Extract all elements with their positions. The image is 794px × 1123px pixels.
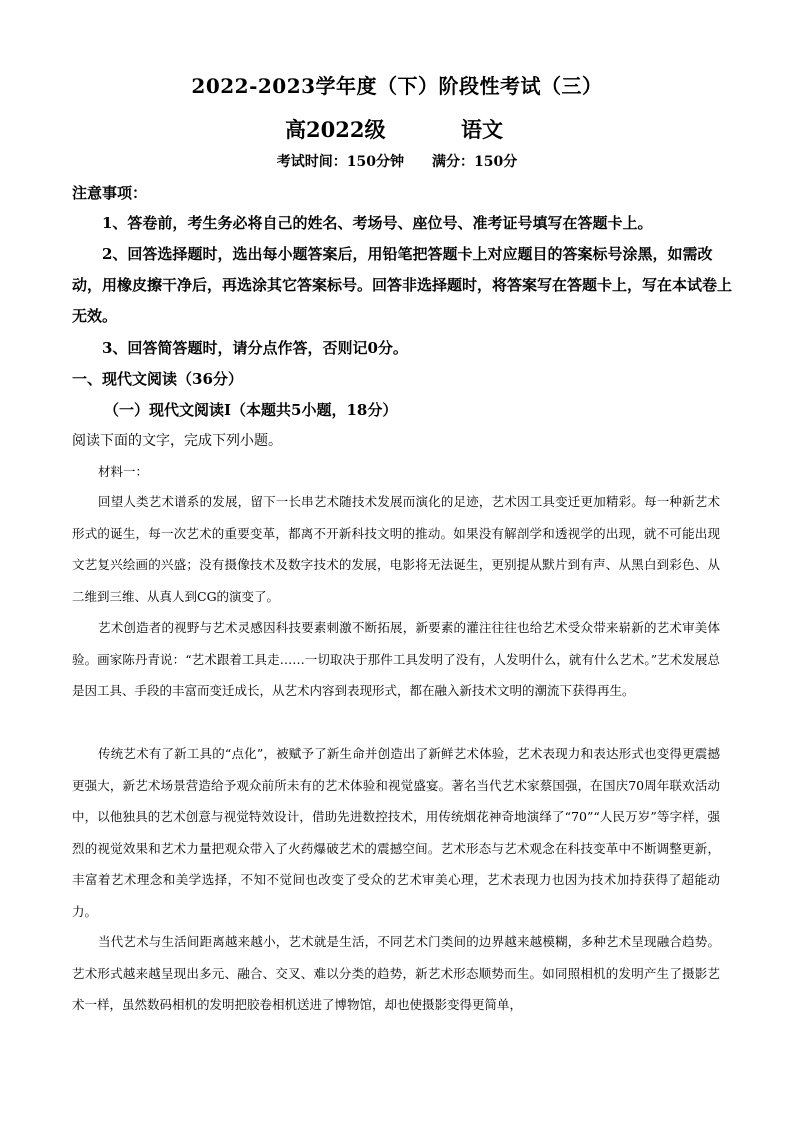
exam-time: 考试时间：150分钟 [276, 154, 404, 170]
exam-title: 2022-2023学年度（下）阶段性考试（三） [191, 74, 603, 98]
material-label: 材料一： [98, 464, 149, 479]
passage-paragraph-4: 当代艺术与生活间距离越来越小，艺术就是生活，不同艺术门类间的边界越来越模糊，多种艺术呈现融合趋势。艺术形式越来越呈现出多元、融合、交叉、难以分类的趋势，新艺术形态顺势而生。如同照相机的发明产生了摄影艺术一样，虽然数码相机的发明把胶卷相机送进了博物馆，却也使摄影变得更简单， [72, 934, 720, 1012]
passage-paragraph-1: 回望人类艺术谱系的发展，留下一长串艺术随技术发展而演化的足迹，艺术因工具变迁更加精彩。每一种新艺术形式的诞生，每一次艺术的重要变革，都离不开新科技文明的推动。如果没有解剖学和透视学的出现，就不可能出现文艺复兴绘画的兴盛；没有摄像技术及数字技术的发展，电影将无法诞生，更别提从默片到有声、从黑白到彩色、从二维到三维、从真人到CG的演变了。 [72, 494, 720, 604]
full-score: 满分：150分 [432, 154, 518, 170]
notice-item-1: 1、答卷前，考生务必将自己的姓名、考场号、座位号、准考证号填写在答题卡上。 [102, 214, 653, 232]
notice-item-3: 3、回答简答题时，请分点作答，否则记0分。 [102, 339, 408, 357]
section-heading: 一、现代文阅读（36分） [72, 370, 243, 388]
subsection-heading: （一）现代文阅读Ⅰ（本题共5小题，18分） [104, 401, 398, 419]
passage-paragraph-3: 传统艺术有了新工具的“点化”，被赋予了新生命并创造出了新鲜艺术体验，艺术表现力和表达形式也变得更震撼更强大，新艺术场景营造给予观众前所未有的艺术体验和视觉盛宴。著名当代艺术家蔡国强，在国庆70周年联欢活动中，以他独具的艺术创意与视觉特效设计，借助先进数控技术，用传统烟花神奇地演绎了“70”“人民万岁”等字样，强烈的视觉效果和艺术力量把观众带入了火药爆破艺术的震撼空间。艺术形态与艺术观念在科技变革中不断调整更新，丰富着艺术理念和美学选择，不知不觉间也改变了受众的艺术审美心理，艺术表现力也因为技术加持获得了超能动力。 [72, 746, 720, 919]
passage-paragraph-2: 艺术创造者的视野与艺术灵感因科技要素刺激不断拓展，新要素的灌注往往也给艺术受众带来崭新的艺术审美体验。画家陈丹青说：“艺术跟着工具走……一切取决于那件工具发明了没有，人发明什么，就有什么艺术。”艺术发展总是因工具、手段的丰富而变迁成长，从艺术内容到表现形式，都在融入新技术文明的潮流下获得再生。 [72, 620, 720, 698]
notice-item-2: 2、回答选择题时，选出每小题答案后，用铅笔把答题卡上对应题目的答案标号涂黑，如需改动，用橡皮擦干净后，再选涂其它答案标号。回答非选择题时，将答案写在答题卡上，写在本试卷上无效。 [72, 245, 733, 325]
subject-label: 语文 [461, 117, 503, 142]
grade-label: 高2022级 [285, 117, 386, 142]
exam-info [0, 151, 794, 171]
reading-instruction: 阅读下面的文字，完成下列小题。 [72, 433, 282, 449]
notice-heading: 注意事项： [72, 184, 148, 202]
